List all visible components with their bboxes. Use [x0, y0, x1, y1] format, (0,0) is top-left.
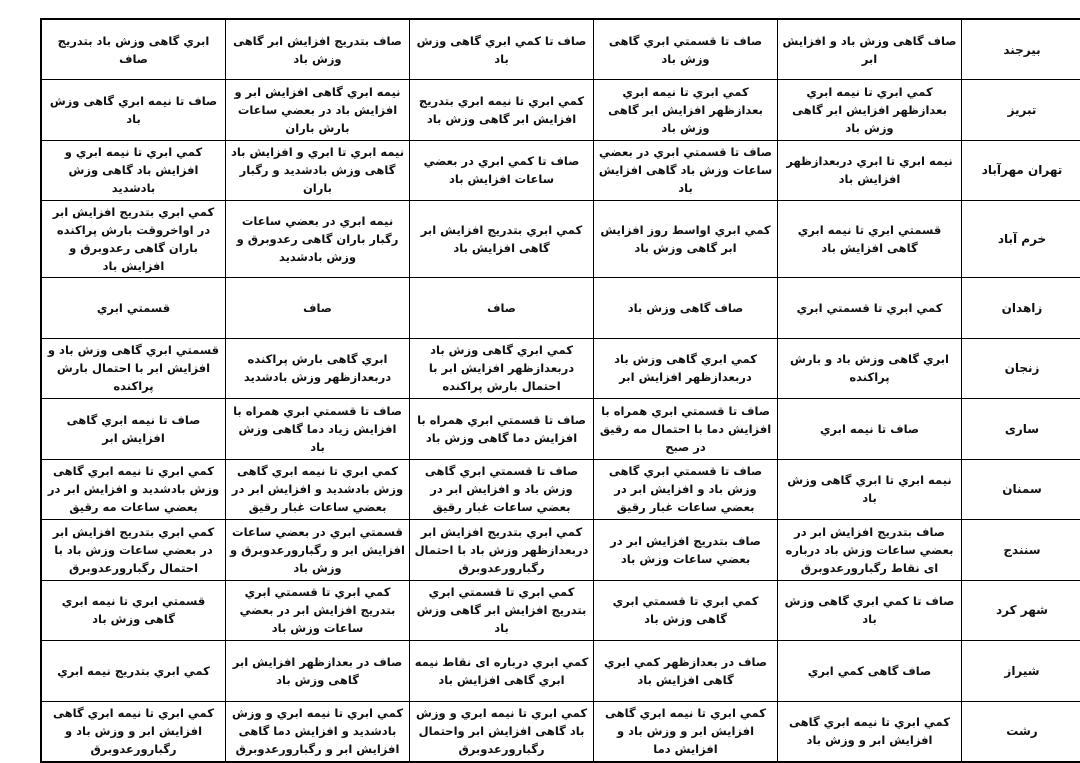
forecast-cell-day-2: كمي ابري اواسط روز افزايش ابر گاهی وزش باد	[594, 201, 778, 278]
forecast-cell-day-4: كمي ابري تا نيمه ابري گاهی وزش بادشديد و افزايش ابر در بعضي ساعات غبار رقيق	[226, 459, 410, 520]
forecast-cell-day-5: قسمتي ابري	[41, 278, 226, 339]
city-cell: تهران مهرآباد	[962, 140, 1080, 201]
forecast-cell-day-5: صاف تا نيمه ابري گاهی افزايش ابر	[41, 399, 226, 460]
forecast-cell-day-5: كمي ابري بتدريج افزايش ابر در اواخروقت بارش پراكنده باران گاهی رعدوبرق و افزايش باد	[41, 201, 226, 278]
table-row	[41, 399, 1080, 460]
forecast-cell-day-5: قسمتي ابري گاهی وزش باد و افزايش ابر با احتمال بارش پراكنده	[41, 338, 226, 399]
forecast-cell-day-5: كمي ابري تا نيمه ابري گاهی افزايش ابر و وزش باد و رگبارورعدوبرق	[41, 701, 226, 762]
forecast-cell-day-3: كمي ابري درباره ای نقاط نيمه ابري گاهی افزايش باد	[410, 641, 594, 702]
forecast-cell-day-2: صاف تا قسمتي ابري گاهی وزش باد	[594, 19, 778, 80]
table-row	[41, 459, 1080, 520]
forecast-cell-day-1: كمي ابري تا نيمه ابري گاهی افزايش ابر و وزش باد	[778, 701, 962, 762]
forecast-cell-day-4: ابري گاهی بارش پراكنده دربعدازظهر وزش بادشديد	[226, 338, 410, 399]
city-cell: تبریز	[962, 80, 1080, 141]
forecast-cell-day-1: صاف تا كمي ابري گاهی وزش باد	[778, 580, 962, 641]
forecast-cell-day-2: كمي ابري گاهی وزش باد دربعدازظهر افزايش ابر	[594, 338, 778, 399]
forecast-cell-day-1: صاف گاهی وزش باد و افزايش ابر	[778, 19, 962, 80]
city-cell: زنجان	[962, 338, 1080, 399]
forecast-cell-day-5: كمي ابري تا نيمه ابري گاهی وزش بادشديد و افزايش ابر در بعضي ساعات مه رقيق	[41, 459, 226, 520]
weather-forecast-table	[40, 18, 1080, 763]
table-row	[41, 701, 1080, 762]
forecast-cell-day-3: كمي ابري گاهی وزش باد دربعدازظهر افزايش ابر با احتمال بارش پراكنده	[410, 338, 594, 399]
city-cell: رشت	[962, 701, 1080, 762]
forecast-cell-day-2: كمي ابري تا نيمه ابري گاهی افزايش ابر و وزش باد و افزايش دما	[594, 701, 778, 762]
forecast-table-body	[41, 19, 1080, 762]
table-row	[41, 641, 1080, 702]
forecast-cell-day-5: ابري گاهی وزش باد بتدريج صاف	[41, 19, 226, 80]
forecast-cell-day-4: نيمه ابري تا ابري و افزايش باد گاهی وزش بادشديد و رگبار باران	[226, 140, 410, 201]
forecast-cell-day-2: صاف تا قسمتي ابري گاهی وزش باد و افزايش ابر در بعضي ساعات غبار رقيق	[594, 459, 778, 520]
forecast-cell-day-3: صاف تا قسمتي ابري همراه با افزايش دما گاهی وزش باد	[410, 399, 594, 460]
forecast-cell-day-5: كمي ابري تا نيمه ابري و افزايش باد گاهی وزش بادشديد	[41, 140, 226, 201]
forecast-cell-day-4: صاف در بعدازظهر افزايش ابر گاهی وزش باد	[226, 641, 410, 702]
forecast-cell-day-1: صاف بتدريج افزايش ابر در بعضي ساعات وزش باد درباره ای نقاط رگبارورعدوبرق	[778, 520, 962, 581]
forecast-cell-day-3: كمي ابري بتدريج افزايش ابر دربعدازظهر وزش باد با احتمال رگبارورعدوبرق	[410, 520, 594, 581]
forecast-cell-day-3: كمي ابري تا نيمه ابري بتدريج افزايش ابر گاهی وزش باد	[410, 80, 594, 141]
forecast-cell-day-1: قسمتي ابري تا نيمه ابري گاهی افزايش باد	[778, 201, 962, 278]
forecast-cell-day-2: كمي ابري تا نيمه ابري بعدازظهر افزايش ابر گاهی وزش باد	[594, 80, 778, 141]
forecast-cell-day-3: صاف تا كمي ابري در بعضي ساعات افزايش باد	[410, 140, 594, 201]
table-row	[41, 19, 1080, 80]
city-cell: زاهدان	[962, 278, 1080, 339]
forecast-cell-day-3: صاف تا كمي ابري گاهی وزش باد	[410, 19, 594, 80]
table-row	[41, 580, 1080, 641]
forecast-cell-day-1: صاف تا نيمه ابري	[778, 399, 962, 460]
forecast-cell-day-2: صاف تا قسمتي ابري همراه با افزايش دما با احتمال مه رقيق در صبح	[594, 399, 778, 460]
city-cell: بیرجند	[962, 19, 1080, 80]
forecast-cell-day-2: صاف بتدريج افزايش ابر در بعضي ساعات وزش باد	[594, 520, 778, 581]
forecast-cell-day-4: قسمتي ابري در بعضي ساعات افزايش ابر و رگبارورعدوبرق و وزش باد	[226, 520, 410, 581]
forecast-cell-day-3: كمي ابري تا نيمه ابري و وزش باد گاهی افزايش ابر واحتمال رگبارورعدوبرق	[410, 701, 594, 762]
table-row	[41, 201, 1080, 278]
forecast-cell-day-4: كمي ابري تا قسمتي ابري بتدريج افزايش ابر در بعضي ساعات وزش باد	[226, 580, 410, 641]
forecast-cell-day-2: صاف در بعدازظهر كمي ابري گاهی افزايش باد	[594, 641, 778, 702]
table-row	[41, 80, 1080, 141]
table-row	[41, 278, 1080, 339]
forecast-cell-day-4: كمي ابري تا نيمه ابري و وزش بادشديد و افزايش دما گاهی افزايش ابر و رگبارورعدوبرق	[226, 701, 410, 762]
forecast-cell-day-4: نيمه ابري گاهی افزايش ابر و افزايش باد در بعضي ساعات بارش باران	[226, 80, 410, 141]
forecast-cell-day-3: صاف تا قسمتي ابري گاهی وزش باد و افزايش ابر در بعضي ساعات غبار رقيق	[410, 459, 594, 520]
forecast-cell-day-5: كمي ابري بتدريج نيمه ابري	[41, 641, 226, 702]
forecast-cell-day-5: قسمتي ابري تا نيمه ابري گاهی وزش باد	[41, 580, 226, 641]
city-cell: خرم آباد	[962, 201, 1080, 278]
forecast-cell-day-3: كمي ابري تا قسمتي ابري بتدريج افزايش ابر گاهی وزش باد	[410, 580, 594, 641]
forecast-cell-day-4: نيمه ابري در بعضي ساعات رگبار باران گاهی رعدوبرق و وزش بادشديد	[226, 201, 410, 278]
city-cell: سمنان	[962, 459, 1080, 520]
forecast-cell-day-5: صاف تا نيمه ابري گاهی وزش باد	[41, 80, 226, 141]
table-row	[41, 338, 1080, 399]
forecast-cell-day-1: كمي ابري تا نيمه ابري بعدازظهر افزايش ابر گاهی وزش باد	[778, 80, 962, 141]
forecast-cell-day-2: صاف گاهی وزش باد	[594, 278, 778, 339]
forecast-cell-day-1: نيمه ابري تا ابري دربعدازظهر افزايش باد	[778, 140, 962, 201]
forecast-cell-day-4: صاف بتدريج افزايش ابر گاهی وزش باد	[226, 19, 410, 80]
forecast-cell-day-1: كمي ابري تا قسمتي ابري	[778, 278, 962, 339]
forecast-cell-day-4: صاف تا قسمتي ابري همراه با افزايش زياد دما گاهی وزش باد	[226, 399, 410, 460]
table-row	[41, 140, 1080, 201]
forecast-cell-day-1: نيمه ابري تا ابري گاهی وزش باد	[778, 459, 962, 520]
forecast-cell-day-5: كمي ابري بتدريج افزايش ابر در بعضي ساعات وزش باد با احتمال رگبارورعدوبرق	[41, 520, 226, 581]
forecast-cell-day-3: كمي ابري بتدريج افزايش ابر گاهی افزايش باد	[410, 201, 594, 278]
city-cell: ساری	[962, 399, 1080, 460]
city-cell: شیراز	[962, 641, 1080, 702]
forecast-cell-day-4: صاف	[226, 278, 410, 339]
forecast-cell-day-3: صاف	[410, 278, 594, 339]
forecast-cell-day-1: صاف گاهی كمي ابري	[778, 641, 962, 702]
forecast-cell-day-2: صاف تا قسمتي ابري در بعضي ساعات وزش باد گاهی افزايش باد	[594, 140, 778, 201]
city-cell: شهر کرد	[962, 580, 1080, 641]
city-cell: سنندج	[962, 520, 1080, 581]
forecast-cell-day-1: ابري گاهی وزش باد و بارش پراكنده	[778, 338, 962, 399]
forecast-cell-day-2: كمي ابري تا قسمتي ابري گاهی وزش باد	[594, 580, 778, 641]
table-row	[41, 520, 1080, 581]
